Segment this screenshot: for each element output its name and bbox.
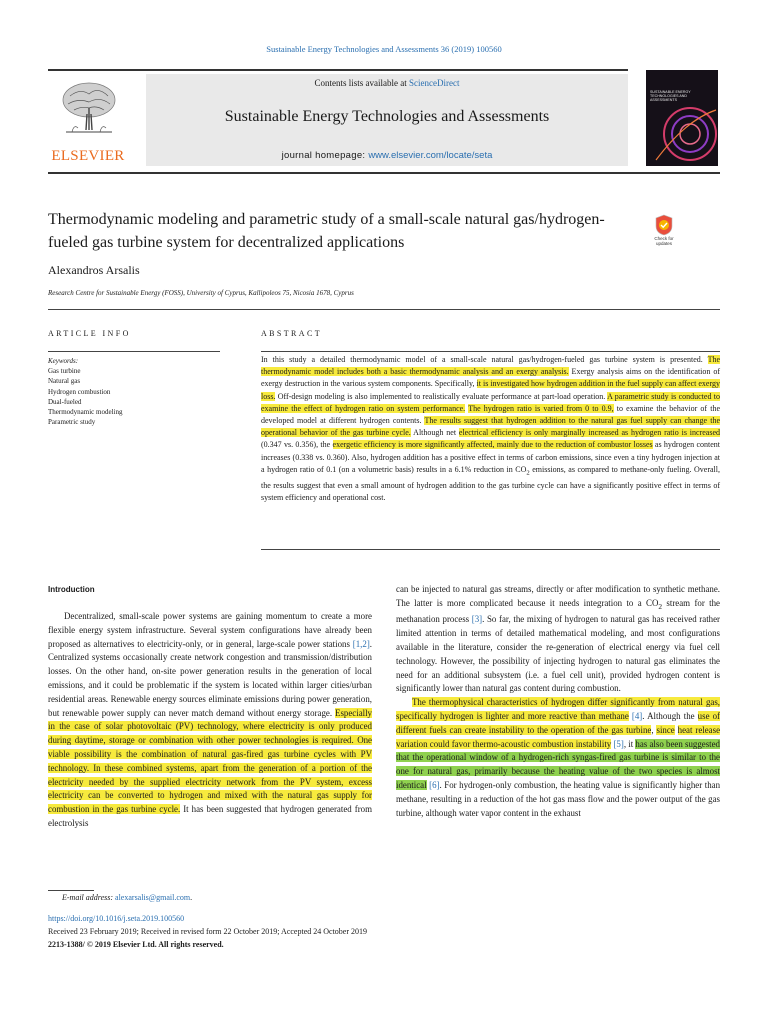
citation-link[interactable]: [5] [613,738,624,749]
article-title: Thermodynamic modeling and parametric study of a small-scale natural gas/hydrogen-fueled gas turbine system for decentralized applications [48,211,605,251]
homepage-label: journal homepage: [281,150,369,161]
abstract-sentence: (0.347 vs. 0.356), the [261,440,333,450]
abstract-sentence: Although net [410,428,459,438]
citation-link[interactable]: [4] [631,710,643,721]
elsevier-logo [48,74,128,166]
affiliation-rule [48,309,720,310]
body-text: stream for the methanation process [396,597,720,625]
email-link[interactable]: alexarsalis@gmail.com [115,893,191,902]
abstract-sentence: to examine the behavior of the developed model at different hydrogen contents. [261,403,720,426]
article-info-heading: ARTICLE INFO [48,329,131,338]
keyword-item: Gas turbine [48,367,81,375]
body-text: It has been suggested that hydrogen generated from electrolysis [48,804,372,828]
contents-prefix: Contents lists available at [314,78,409,88]
subscript: 2 [526,469,530,477]
abstract-bottom-rule [261,549,720,550]
citation-link[interactable]: [6] [429,779,440,790]
abstract-sentence: Off-design modeling is also implemented to realistically evaluate performance at part-load operation. [275,391,608,401]
keyword-item: Hydrogen combustion [48,387,111,396]
body-text: Decentralized, small-scale power systems are gaining momentum to create a more flexible energy system infrastructure. Several system configurations have already been proposed as alternatives to electricity-only, or in general, large-scale power stations [48,611,372,649]
elsevier-wordmark: ELSEVIER [51,148,125,164]
green-highlighted-sentence: has also been suggested that the operational window of a hydrogen-rich syngas-fired gas turbine is similar to the one for natural gas, primarily because the heating value of the two species is almost identical [396,738,720,790]
header-bottom-rule [48,172,720,174]
highlighted-sentence: exergetic efficiency is more significantly affected, mainly due to the reduction of combustor losses [332,440,653,450]
journal-homepage-line [146,150,628,161]
cover-title: SUSTAINABLE ENERGY TECHNOLOGIES AND ASSESSMENTS [650,90,691,102]
keywords-label: Keywords: [48,357,79,365]
body-column-right [396,583,720,820]
citation-link[interactable]: [3] [471,614,483,625]
highlighted-sentence: it is investigated how hydrogen addition in the fuel supply can affect exergy loss. [261,379,720,401]
abstract-sentence: emissions, as compared to methane-only fueling. Overall, the results suggest that even a small amount of hydrogen addition to the gas turbine cycle can have a significantly positive effect in terms of system efficiency and operational cost. [261,464,720,502]
body-text: , [651,724,657,735]
abstract-sentence: In this study a detailed thermodynamic model of a small-scale natural gas/hydrogen-fueled gas turbine system is presented. [261,355,708,364]
author-affiliation: Research Centre for Sustainable Energy (FOSS), University of Cyprus, Kallipoleos 75, Nicosia 1678, Cyprus [48,289,354,297]
body-text: , it [623,738,636,749]
abstract-sentence: Exergy analysis aims on the identification of exergy destruction in the various system components. Specifically, [261,367,720,389]
keyword-item: Dual-fueled [48,397,82,406]
footnote-rule [48,890,94,891]
keyword-item: Natural gas [48,377,81,386]
body-text: . Centralized systems occasionally create network congestion and transmission/distribution losses. On the other hand, on-site power generation results in the generation of local emissions, and it could be problematic if the system is located within larger cities/urban residential areas. Renewable energy sources eliminate emissions during power generation, but renewable power supply can never match demand without energy storage. [48,638,372,718]
check-updates-label: Check for updates [654,236,674,246]
journal-cover-image [646,70,718,166]
journal-citation-link[interactable]: Sustainable Energy Technologies and Assessments 36 (2019) 100560 [266,44,502,54]
keyword-item: Parametric study [48,418,96,427]
highlighted-sentence: The results suggest that hydrogen addition to the natural gas fuel supply can change the operational behavior of the gas turbine cycle. [261,416,720,438]
received-dates: Received 23 February 2019; Received in revised form 22 October 2019; Accepted 24 October 2019 [48,927,368,936]
body-text: . For hydrogen-only combustion, the heating value is significantly higher than methane, resulting in a reduction of the hot gas mass flow and the power output of the gas turbine, although water vapor content in the exhaust [396,779,721,818]
highlighted-sentence: since [656,724,675,735]
email-label: E-mail address: [62,893,114,902]
abstract-heading: ABSTRACT [261,329,322,338]
highlighted-sentence: The thermophysical characteristics of hydrogen differ significantly from natural gas, specifically hydrogen is lighter and more reactive than methane [396,697,720,721]
highlighted-sentence: The thermodynamic model includes both a basic thermodynamic analysis and an exergy analysis. [261,355,720,377]
highlighted-sentence: A parametric study is conducted to examine the effect of hydrogen ratio on system performance. [261,391,720,413]
highlighted-sentence: electrical efficiency is only marginally increased as hydrogen ratio is increased [458,428,720,438]
homepage-link[interactable]: www.elsevier.com/locate/seta [368,150,493,161]
highlighted-sentence: use of different fuels can create instability to the operation of the gas turbine [396,710,720,735]
check-for-updates-button[interactable] [646,214,682,252]
body-paragraph [396,584,720,693]
abstract-sentence: as hydrogen content increases (0.338 vs. 0.360). Also, hydrogen addition has a positive effect in terms of carbon emissions, since even a tiny hydrogen injection at a hydrogen ratio of 0.1 (on a volumetric basis) results in a 6.1% reduction in CO [261,440,721,474]
email-tail: . [190,893,193,902]
body-text: . So far, the mixing of hydrogen to natural gas has received rather limited attention in terms of detailed mathematical modeling, and most configurations available in the literature, consider the re-generation of electrical energy via fuel cell technology. However, the possibility of injecting hydrogen to natural gas eliminates the need for an additional subsystem (i.e. a fuel cell unit), provided hydrogen content is significantly lower than natural gas content during combustion. [396,614,720,694]
abstract-text [261,354,720,504]
subscript: 2 [658,601,663,611]
introduction-heading: Introduction [48,585,95,594]
body-text: . Although the [642,710,698,721]
highlighted-sentence: The hydrogen ratio is varied from 0 to 0.9, [468,403,614,413]
check-updates-icon [654,214,674,236]
abstract-rule [261,351,720,352]
highlighted-sentence: heat release variation could favor thermo-acoustic combustion instability [396,724,721,749]
highlighted-sentence: Especially in the case of solar photovoltaic (PV) technology, where electricity is only produced during daytime, storage or combination with other power technologies is required. One viable possibility is the combination of natural gas-fired gas turbine cycles with PV technology. In these combined systems, apart from the generation of a portion of the electricity needed by the supplied electricity network from the PV system, excess electricity can be converted to hydrogen and mixed with the natural gas supply for combustion in the gas turbine cycle. [48,707,372,815]
doi-link[interactable]: https://doi.org/10.1016/j.seta.2019.100560 [48,914,185,923]
header-top-rule [48,69,628,71]
sciencedirect-link[interactable]: ScienceDirect [409,78,460,88]
author-name: Alexandros Arsalis [48,263,140,277]
citation-link[interactable]: [1,2] [352,638,370,649]
body-paragraph [396,696,720,820]
elsevier-tree-icon [58,78,120,140]
keyword-item: Thermodynamic modeling [48,408,123,417]
cover-art-icon [646,70,718,166]
email-footnote [62,893,192,902]
copyright-line: 2213-1388/ © 2019 Elsevier Ltd. All rights reserved. [48,940,224,949]
article-info-rule [48,351,220,352]
keywords-list [48,366,122,428]
body-column-left [48,610,372,831]
body-text: can be injected to natural gas streams, directly or after modification to synthetic methane. The latter is more complicated because it needs integration to a CO [396,584,720,608]
journal-title: Sustainable Energy Technologies and Assessments [224,108,550,125]
contents-available-line [146,78,628,88]
